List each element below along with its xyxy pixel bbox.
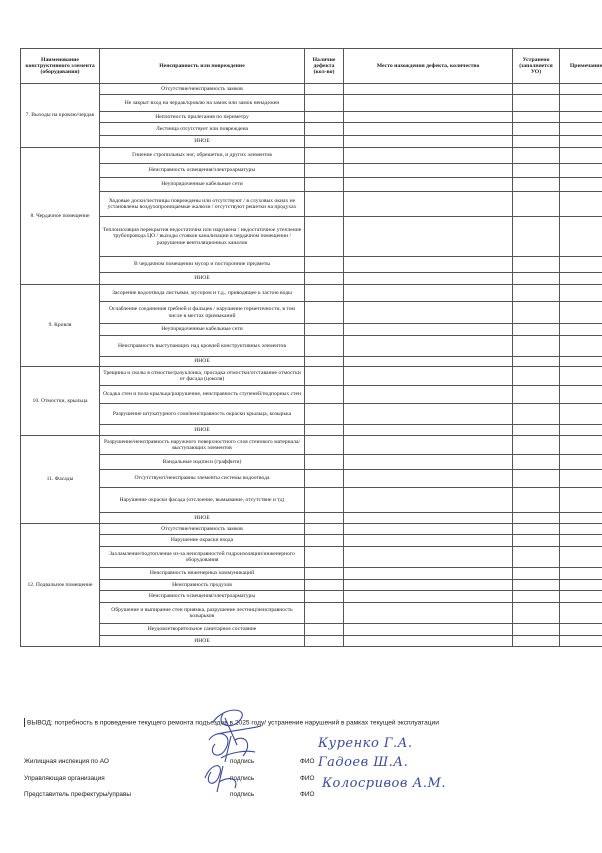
table-row	[21, 217, 602, 257]
location-cell[interactable]	[344, 273, 513, 285]
note-cell[interactable]	[560, 535, 602, 547]
header-presence: Наличие дефекта (кол-во)	[305, 49, 344, 84]
presence-cell[interactable]	[305, 324, 344, 336]
fixed-cell[interactable]	[513, 603, 560, 624]
table-row	[21, 285, 602, 302]
presence-cell[interactable]	[305, 136, 344, 148]
table-row	[21, 112, 602, 123]
table-row	[21, 336, 602, 357]
table-row	[21, 324, 602, 336]
fio-label-2: ФИО	[300, 775, 315, 782]
fixed-cell[interactable]	[513, 535, 560, 547]
note-cell[interactable]	[560, 112, 602, 123]
defect-cell: ИНОЕ	[100, 357, 305, 367]
location-cell[interactable]	[344, 336, 513, 357]
note-cell[interactable]	[560, 603, 602, 624]
presence-cell[interactable]	[305, 488, 344, 513]
table-row	[21, 513, 602, 524]
location-cell[interactable]	[344, 112, 513, 123]
defects-table	[20, 48, 602, 647]
location-cell[interactable]	[344, 217, 513, 257]
table-row	[21, 547, 602, 568]
fixed-cell[interactable]	[513, 285, 560, 302]
fixed-cell[interactable]	[513, 386, 560, 404]
note-cell[interactable]	[560, 95, 602, 112]
fixed-cell[interactable]	[513, 95, 560, 112]
note-cell[interactable]	[560, 624, 602, 636]
element-name-cell: 8. Чердачное помещение	[21, 148, 100, 285]
note-cell[interactable]	[560, 404, 602, 425]
location-cell[interactable]	[344, 324, 513, 336]
defect-cell: Неудовлетворительное санитарное состояние	[100, 624, 305, 636]
defect-cell: ИНОЕ	[100, 513, 305, 524]
header-note: Примечание	[560, 49, 602, 84]
location-cell[interactable]	[344, 591, 513, 603]
location-cell[interactable]	[344, 367, 513, 386]
note-cell[interactable]	[560, 386, 602, 404]
signature-scribble-2	[209, 734, 255, 762]
presence-cell[interactable]	[305, 580, 344, 591]
location-cell[interactable]	[344, 178, 513, 192]
table-header-row	[21, 49, 602, 84]
defect-cell: Неисправность продухов	[100, 580, 305, 591]
location-cell[interactable]	[344, 455, 513, 470]
table-row	[21, 84, 602, 95]
presence-cell[interactable]	[305, 273, 344, 285]
note-cell[interactable]	[560, 367, 602, 386]
note-cell[interactable]	[560, 192, 602, 217]
signature-label-1: подпись	[230, 758, 255, 765]
header-location: Место нахождения дефекта, количество	[344, 49, 513, 84]
note-cell[interactable]	[560, 217, 602, 257]
location-cell[interactable]	[344, 136, 513, 148]
location-cell[interactable]	[344, 603, 513, 624]
table-row	[21, 524, 602, 535]
location-cell[interactable]	[344, 436, 513, 455]
table-row	[21, 192, 602, 217]
handwritten-name-2: Гадоев Ш.А.	[318, 755, 409, 770]
element-name-cell: 11. Фасады	[21, 436, 100, 524]
defect-cell: Нарушение окраски входа	[100, 535, 305, 547]
table-row	[21, 386, 602, 404]
conclusion-marker	[24, 718, 25, 727]
table-row	[21, 367, 602, 386]
presence-cell[interactable]	[305, 302, 344, 324]
note-cell[interactable]	[560, 568, 602, 580]
note-cell[interactable]	[560, 164, 602, 178]
presence-cell[interactable]	[305, 455, 344, 470]
note-cell[interactable]	[560, 470, 602, 488]
defect-cell: Разрушение штукатурного слоя/неисправность окраски крыльца, козырька	[100, 404, 305, 425]
presence-cell[interactable]	[305, 164, 344, 178]
fixed-cell[interactable]	[513, 470, 560, 488]
fixed-cell[interactable]	[513, 136, 560, 148]
location-cell[interactable]	[344, 123, 513, 136]
table-row	[21, 470, 602, 488]
signature-role-2: Управляющая организация	[24, 775, 105, 782]
note-cell[interactable]	[560, 273, 602, 285]
defect-cell: Отсутствие/неисправность замков	[100, 524, 305, 535]
defect-cell: Теплоизоляция перекрытия недостаточна или нарушена / недостаточное утепление трубопровода ЦО / выходы стояков канализации в чердачном помещении / разрушение вентиляционных каналов	[100, 217, 305, 257]
presence-cell[interactable]	[305, 95, 344, 112]
defect-cell: Отсутствие/неисправность замков	[100, 84, 305, 95]
fixed-cell[interactable]	[513, 367, 560, 386]
presence-cell[interactable]	[305, 404, 344, 425]
signature-scribble-3	[205, 766, 236, 792]
handwritten-name-1: Куренко Г.А.	[318, 736, 413, 751]
element-name-cell: 7. Выходы на кровлю/чердак	[21, 84, 100, 148]
note-cell[interactable]	[560, 524, 602, 535]
note-cell[interactable]	[560, 178, 602, 192]
location-cell[interactable]	[344, 148, 513, 164]
table-row	[21, 591, 602, 603]
fixed-cell[interactable]	[513, 488, 560, 513]
defect-cell: Неупорядоченные кабельные сети	[100, 178, 305, 192]
note-cell[interactable]	[560, 302, 602, 324]
presence-cell[interactable]	[305, 535, 344, 547]
location-cell[interactable]	[344, 285, 513, 302]
presence-cell[interactable]	[305, 336, 344, 357]
signature-label-2: подпись	[230, 775, 255, 782]
location-cell[interactable]	[344, 470, 513, 488]
presence-cell[interactable]	[305, 357, 344, 367]
note-cell[interactable]	[560, 591, 602, 603]
fixed-cell[interactable]	[513, 192, 560, 217]
defect-cell: Ходовые доски/лестницы повреждены или отсутствуют / в слуховых окнах не установлены воздухопроницаемые жалюзи / отсутствуют решетки на продухах	[100, 192, 305, 217]
defect-cell: В чердачном помещении мусор и посторонние предметы	[100, 257, 305, 273]
note-cell[interactable]	[560, 425, 602, 436]
presence-cell[interactable]	[305, 524, 344, 535]
table-body	[21, 84, 602, 647]
presence-cell[interactable]	[305, 217, 344, 257]
note-cell[interactable]	[560, 513, 602, 524]
defect-cell: ИНОЕ	[100, 425, 305, 436]
fixed-cell[interactable]	[513, 455, 560, 470]
note-cell[interactable]	[560, 123, 602, 136]
presence-cell[interactable]	[305, 547, 344, 568]
presence-cell[interactable]	[305, 285, 344, 302]
table-row	[21, 535, 602, 547]
defect-cell: Лестница отсутствует или повреждена	[100, 123, 305, 136]
defect-cell: Захламление/подтопление из-за неисправностей гидроизоляции/инженерного оборудования	[100, 547, 305, 568]
note-cell[interactable]	[560, 257, 602, 273]
defect-cell: Ослабление соединения гребней и фальцев / нарушение герметичности, в том числе в местах примыканий	[100, 302, 305, 324]
location-cell[interactable]	[344, 636, 513, 647]
defect-cell: Неисправность освещения/электроарматуры	[100, 164, 305, 178]
fixed-cell[interactable]	[513, 112, 560, 123]
presence-cell[interactable]	[305, 470, 344, 488]
presence-cell[interactable]	[305, 624, 344, 636]
location-cell[interactable]	[344, 488, 513, 513]
fixed-cell[interactable]	[513, 257, 560, 273]
defect-cell: Засорение водоотвода листьями, мусором и т.д., приводящее к застою воды	[100, 285, 305, 302]
table-row	[21, 95, 602, 112]
note-cell[interactable]	[560, 547, 602, 568]
location-cell[interactable]	[344, 535, 513, 547]
table-row	[21, 123, 602, 136]
defect-cell: Отсутствуют/неисправны элементы системы водоотвода	[100, 470, 305, 488]
note-cell[interactable]	[560, 136, 602, 148]
presence-cell[interactable]	[305, 192, 344, 217]
table-row	[21, 178, 602, 192]
location-cell[interactable]	[344, 425, 513, 436]
presence-cell[interactable]	[305, 148, 344, 164]
defect-cell: Трещины и сколы в отмостке/разуклонка, просадка отмостки/отставание отмостки от фасада (цоколя)	[100, 367, 305, 386]
presence-cell[interactable]	[305, 84, 344, 95]
element-name-cell: 10. Отмостки, крыльца	[21, 367, 100, 436]
fixed-cell[interactable]	[513, 164, 560, 178]
table-row	[21, 404, 602, 425]
location-cell[interactable]	[344, 164, 513, 178]
presence-cell[interactable]	[305, 636, 344, 647]
signature-scribbles	[195, 700, 270, 810]
table-row	[21, 455, 602, 470]
location-cell[interactable]	[344, 192, 513, 217]
fixed-cell[interactable]	[513, 84, 560, 95]
defect-cell: Неисправность инженерных коммуникаций	[100, 568, 305, 580]
note-cell[interactable]	[560, 455, 602, 470]
presence-cell[interactable]	[305, 367, 344, 386]
fixed-cell[interactable]	[513, 123, 560, 136]
defect-cell: ИНОЕ	[100, 273, 305, 285]
table-row	[21, 603, 602, 624]
table-row	[21, 624, 602, 636]
signature-role-3: Представитель префектуры/управы	[24, 791, 131, 798]
presence-cell[interactable]	[305, 603, 344, 624]
location-cell[interactable]	[344, 624, 513, 636]
fixed-cell[interactable]	[513, 148, 560, 164]
location-cell[interactable]	[344, 257, 513, 273]
presence-cell[interactable]	[305, 436, 344, 455]
signature-scribble-1	[213, 710, 261, 745]
fixed-cell[interactable]	[513, 336, 560, 357]
handwritten-name-3: Колосривов А.М.	[322, 776, 446, 791]
fixed-cell[interactable]	[513, 580, 560, 591]
defect-cell: Нарушение окраски фасада (отслоение, вымывание, отсутствие и тд)	[100, 488, 305, 513]
fixed-cell[interactable]	[513, 591, 560, 603]
note-cell[interactable]	[560, 436, 602, 455]
location-cell[interactable]	[344, 568, 513, 580]
table-row	[21, 580, 602, 591]
defect-cell: Обрушение и выпирание стен приямка, разрушение лестниц/неисправность козырьков	[100, 603, 305, 624]
location-cell[interactable]	[344, 302, 513, 324]
location-cell[interactable]	[344, 547, 513, 568]
fixed-cell[interactable]	[513, 425, 560, 436]
fio-label-3: ФИО	[300, 791, 315, 798]
header-defect: Неисправность или повреждение	[100, 49, 305, 84]
fixed-cell[interactable]	[513, 324, 560, 336]
presence-cell[interactable]	[305, 386, 344, 404]
fixed-cell[interactable]	[513, 513, 560, 524]
fixed-cell[interactable]	[513, 624, 560, 636]
location-cell[interactable]	[344, 386, 513, 404]
table-row	[21, 357, 602, 367]
defect-cell: ИНОЕ	[100, 136, 305, 148]
location-cell[interactable]	[344, 524, 513, 535]
note-cell[interactable]	[560, 357, 602, 367]
presence-cell[interactable]	[305, 123, 344, 136]
defect-cell: Вандальные надписи (граффити)	[100, 455, 305, 470]
defect-cell: Неисправность освещения/электроарматуры	[100, 591, 305, 603]
presence-cell[interactable]	[305, 591, 344, 603]
location-cell[interactable]	[344, 95, 513, 112]
fixed-cell[interactable]	[513, 636, 560, 647]
signature-label-3: подпись	[230, 791, 255, 798]
presence-cell[interactable]	[305, 257, 344, 273]
table-row	[21, 136, 602, 148]
defect-cell: Неупорядоченные кабельные сети	[100, 324, 305, 336]
fixed-cell[interactable]	[513, 217, 560, 257]
fixed-cell[interactable]	[513, 524, 560, 535]
element-name-cell: 12. Подвальное помещение	[21, 524, 100, 647]
note-cell[interactable]	[560, 336, 602, 357]
presence-cell[interactable]	[305, 513, 344, 524]
fixed-cell[interactable]	[513, 568, 560, 580]
location-cell[interactable]	[344, 513, 513, 524]
location-cell[interactable]	[344, 357, 513, 367]
note-cell[interactable]	[560, 84, 602, 95]
presence-cell[interactable]	[305, 425, 344, 436]
header-element: Наименование конструктивного элемента (оборудования)	[21, 49, 100, 84]
note-cell[interactable]	[560, 636, 602, 647]
fixed-cell[interactable]	[513, 302, 560, 324]
presence-cell[interactable]	[305, 112, 344, 123]
table-row	[21, 436, 602, 455]
presence-cell[interactable]	[305, 178, 344, 192]
fixed-cell[interactable]	[513, 357, 560, 367]
location-cell[interactable]	[344, 580, 513, 591]
signature-role-1: Жилищная инспекция по АО	[24, 758, 109, 765]
table-row	[21, 273, 602, 285]
defect-cell: ИНОЕ	[100, 636, 305, 647]
location-cell[interactable]	[344, 404, 513, 425]
fixed-cell[interactable]	[513, 404, 560, 425]
note-cell[interactable]	[560, 488, 602, 513]
element-name-cell: 9. Кровля	[21, 285, 100, 367]
defect-cell: Неплотность прилегания по периметру	[100, 112, 305, 123]
note-cell[interactable]	[560, 324, 602, 336]
fixed-cell[interactable]	[513, 178, 560, 192]
fixed-cell[interactable]	[513, 273, 560, 285]
location-cell[interactable]	[344, 84, 513, 95]
defect-cell: Не закрыт вход на чердак/кровлю на замок или замок ненадежен	[100, 95, 305, 112]
table-row	[21, 568, 602, 580]
presence-cell[interactable]	[305, 568, 344, 580]
fixed-cell[interactable]	[513, 436, 560, 455]
header-fixed: Устранено (заполняется УО)	[513, 49, 560, 84]
defect-cell: Осадка стен и пола крыльца/разрушение, неисправность ступеней/подпорных стен	[100, 386, 305, 404]
table-row	[21, 488, 602, 513]
note-cell[interactable]	[560, 580, 602, 591]
fixed-cell[interactable]	[513, 547, 560, 568]
table-row	[21, 164, 602, 178]
table-row	[21, 148, 602, 164]
defect-cell: Гниение стропильных ног, обрешетки, и других элементов	[100, 148, 305, 164]
table-row	[21, 425, 602, 436]
defect-cell: Разрушение/неисправность наружного поверхностного слоя стенового материала/выступающих элементов	[100, 436, 305, 455]
table-row	[21, 302, 602, 324]
table-row	[21, 257, 602, 273]
table-row	[21, 636, 602, 647]
note-cell[interactable]	[560, 285, 602, 302]
defect-cell: Неисправность выступающих над кровлей конструктивных элементов	[100, 336, 305, 357]
conclusion-text: ВЫВОД: потребность в проведение текущего ремонта подъездов в 2025 году/ устранение нарушений в рамках текущей эксплуатации	[27, 719, 439, 727]
note-cell[interactable]	[560, 148, 602, 164]
fio-label-1: ФИО	[300, 758, 315, 765]
